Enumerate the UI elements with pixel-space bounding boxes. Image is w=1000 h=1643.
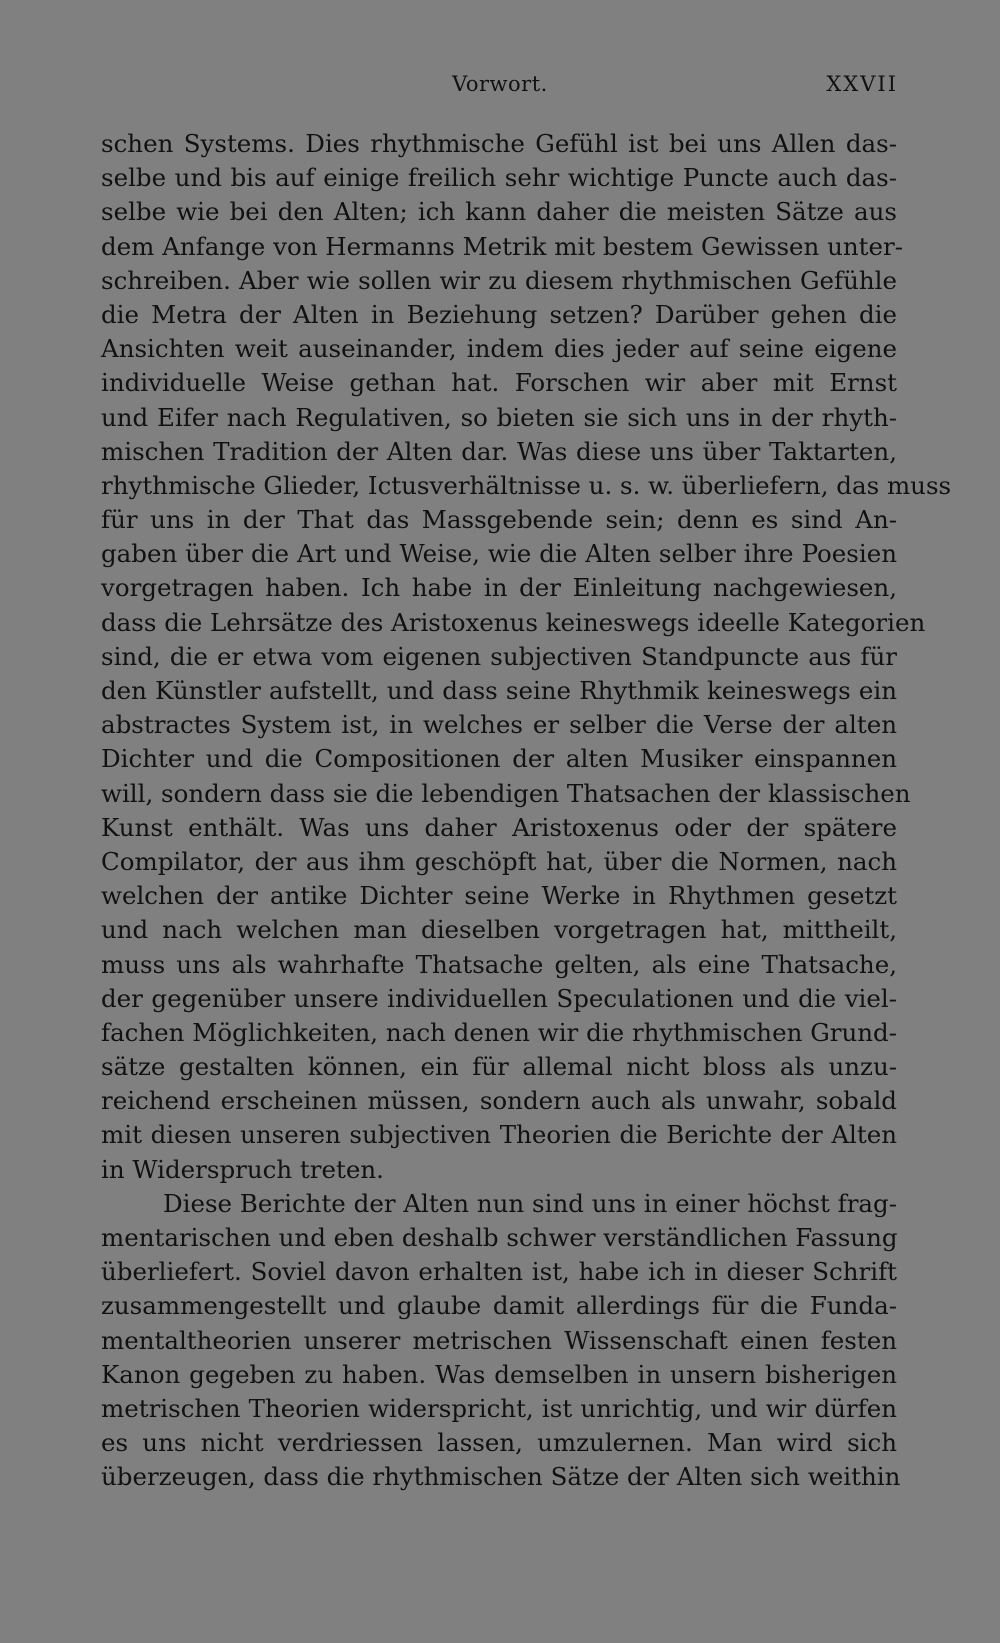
text-line: Diese Berichte der Alten nun sind uns in einer höchst frag- bbox=[163, 1188, 897, 1218]
text-line: dem Anfange von Hermanns Metrik mit bestem Gewissen unter- bbox=[101, 231, 904, 261]
text-line: mentaltheorien unserer metrischen Wissenschaft einen festen bbox=[101, 1325, 897, 1355]
text-line: gaben über die Art und Weise, wie die Alten selber ihre Poesien bbox=[101, 539, 897, 569]
body-text bbox=[101, 127, 952, 1495]
text-line: Kunst enthält. Was uns daher Aristoxenus oder der spätere bbox=[101, 812, 897, 842]
text-line: Compilator, der aus ihm geschöpft hat, über die Normen, nach bbox=[101, 846, 897, 876]
text-line: muss uns als wahrhafte Thatsache gelten, als eine Thatsache, bbox=[101, 949, 897, 979]
text-line: für uns in der That das Massgebende sein; denn es sind An- bbox=[101, 505, 897, 535]
text-line: sätze gestalten können, ein für allemal nicht bloss als unzu- bbox=[101, 1052, 897, 1082]
text-line: und Eifer nach Regulativen, so bieten sie sich uns in der rhyth- bbox=[101, 402, 897, 432]
text-line: rhythmische Glieder, Ictusverhältnisse u. s. w. überliefern, das muss bbox=[101, 470, 952, 500]
text-line: die Metra der Alten in Beziehung setzen? Darüber gehen die bbox=[101, 299, 897, 329]
text-line: es uns nicht verdriessen lassen, umzulernen. Man wird sich bbox=[101, 1428, 897, 1458]
text-line: will, sondern dass sie die lebendigen Thatsachen der klassischen bbox=[101, 778, 911, 808]
paragraph-1 bbox=[101, 127, 952, 1187]
running-head-title: Vorwort. bbox=[452, 72, 548, 96]
text-line: welchen der antike Dichter seine Werke in Rhythmen gesetzt bbox=[101, 881, 897, 911]
text-line: in Widerspruch treten. bbox=[101, 1154, 384, 1184]
text-line: der gegenüber unsere individuellen Speculationen und die viel- bbox=[101, 983, 897, 1013]
text-line: schen Systems. Dies rhythmische Gefühl ist bei uns Allen das- bbox=[101, 129, 897, 158]
text-line: schreiben. Aber wie sollen wir zu diesem rhythmischen Gefühle bbox=[101, 265, 897, 295]
text-line: mit diesen unseren subjectiven Theorien die Berichte der Alten bbox=[101, 1120, 897, 1150]
text-line: überzeugen, dass die rhythmischen Sätze der Alten sich weithin bbox=[101, 1462, 901, 1492]
text-line: selbe und bis auf einige freilich sehr wichtige Puncte auch das- bbox=[101, 163, 897, 193]
text-line: überliefert. Soviel davon erhalten ist, habe ich in dieser Schrift bbox=[101, 1257, 897, 1287]
text-line: den Künstler aufstellt, und dass seine Rhythmik keineswegs ein bbox=[101, 676, 897, 705]
page-number: XXVII bbox=[826, 72, 898, 96]
running-head bbox=[100, 72, 900, 112]
text-line: und nach welchen man dieselben vorgetragen hat, mittheilt, bbox=[101, 915, 897, 945]
text-line: mischen Tradition der Alten dar. Was diese uns über Taktarten, bbox=[101, 436, 897, 466]
text-line: Ansichten weit auseinander, indem dies jeder auf seine eigene bbox=[101, 334, 897, 364]
text-line: zusammengestellt und glaube damit allerdings für die Funda- bbox=[101, 1291, 897, 1321]
text-line: dass die Lehrsätze des Aristoxenus keineswegs ideelle Kategorien bbox=[101, 607, 926, 637]
text-line: reichend erscheinen müssen, sondern auch als unwahr, sobald bbox=[101, 1086, 897, 1116]
text-line: sind, die er etwa vom eigenen subjectiven Standpuncte aus für bbox=[101, 641, 897, 671]
paragraph-2 bbox=[101, 1187, 901, 1495]
text-line: individuelle Weise gethan hat. Forschen wir aber mit Ernst bbox=[101, 368, 897, 398]
text-line: metrischen Theorien widerspricht, ist unrichtig, und wir dürfen bbox=[101, 1393, 897, 1423]
text-line: fachen Möglichkeiten, nach denen wir die rhythmischen Grund- bbox=[101, 1017, 897, 1047]
text-line: selbe wie bei den Alten; ich kann daher die meisten Sätze aus bbox=[101, 197, 897, 227]
text-line: Kanon gegeben zu haben. Was demselben in unsern bisherigen bbox=[101, 1359, 897, 1389]
text-line: vorgetragen haben. Ich habe in der Einleitung nachgewiesen, bbox=[101, 573, 897, 603]
text-line: abstractes System ist, in welches er selber die Verse der alten bbox=[101, 710, 897, 740]
text-line: Dichter und die Compositionen der alten Musiker einspannen bbox=[101, 744, 897, 774]
text-line: mentarischen und eben deshalb schwer verständlichen Fassung bbox=[101, 1223, 898, 1252]
